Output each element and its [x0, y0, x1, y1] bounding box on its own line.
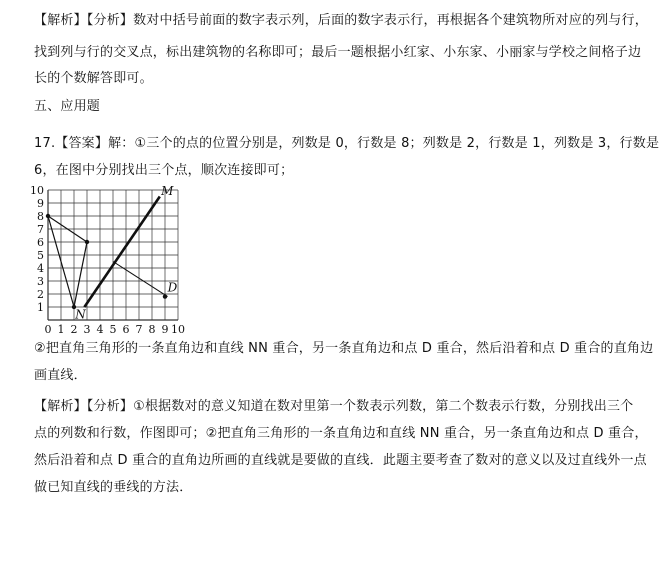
- x-tick-label: 1: [57, 323, 65, 336]
- y-tick-label: 3: [37, 275, 44, 288]
- y-tick-label: 4: [37, 262, 44, 275]
- analysis-text-2: 找到列与行的交叉点，标出建筑物的名称即可；最后一题根据小红家、小东家、小丽家与学校之间格子边: [34, 45, 642, 60]
- x-tick-label: 3: [83, 323, 91, 336]
- y-tick-label: 9: [37, 197, 44, 210]
- analysis-text-3: 长的个数解答即可。: [34, 71, 153, 86]
- x-tick-label: 9: [161, 323, 169, 336]
- q17-answer-3: ②把直角三角形的一条直角边和直线 NN 重合，另一条直角边和点 D 重合，然后沿着和点 D 重合的直角边: [34, 341, 654, 356]
- analysis-text-1: 【解析】【分析】数对中括号前面的数字表示列，后面的数字表示行，再根据各个建筑物所对应的列与行，: [34, 13, 648, 28]
- analysis2-text-3: 然后沿着和点 D 重合的直角边所画的直线就是要做的直线．此题主要考查了数对的意义以及过直线外一点: [34, 453, 647, 468]
- y-tick-label: 5: [37, 249, 44, 262]
- y-tick-label: 7: [37, 223, 44, 236]
- data-point: [163, 294, 167, 298]
- analysis2-text-4: 做已知直线的垂线的方法．: [34, 480, 193, 495]
- y-tick-label: 2: [37, 288, 44, 301]
- grid-svg: [26, 186, 196, 338]
- data-point: [46, 214, 50, 218]
- x-tick-label: 7: [135, 323, 143, 336]
- y-tick-label: 6: [37, 236, 44, 249]
- q17-answer-1: 17.【答案】解：①三个的点的位置分别是，列数是 0，行数是 8；列数是 2，行数是 1，列数是 3，行数是: [34, 136, 660, 151]
- point-label-n: N: [75, 307, 86, 322]
- point-label-d: D: [167, 280, 178, 295]
- x-tick-label: 6: [122, 323, 130, 336]
- line-perpendicular: [113, 262, 168, 297]
- x-tick-label: 8: [148, 323, 156, 336]
- y-tick-label: 1: [37, 301, 44, 314]
- analysis2-text-1: 【解析】【分析】①根据数对的意义知道在数对里第一个数表示列数，第二个数表示行数，分别找出三个: [34, 399, 634, 414]
- q17-answer-4: 画直线．: [34, 368, 87, 383]
- q17-answer-2: 6，在图中分别找出三个点，顺次连接即可；: [34, 163, 294, 178]
- x-tick-label: 2: [70, 323, 78, 336]
- x-tick-label: 10: [171, 323, 185, 336]
- data-point: [85, 240, 89, 244]
- coordinate-grid: [26, 186, 196, 338]
- x-tick-label: 5: [109, 323, 117, 336]
- section-title: 五、应用题: [34, 99, 101, 114]
- analysis2-text-2: 点的列数和行数，作图即可；②把直角三角形的一条直角边和直线 NN 重合，另一条直角边和点 D 重合，: [34, 426, 648, 441]
- x-tick-label: 0: [44, 323, 52, 336]
- line-nm: [84, 197, 159, 308]
- y-tick-label: 10: [30, 186, 44, 197]
- point-label-m: M: [161, 186, 174, 199]
- x-tick-label: 4: [96, 323, 104, 336]
- y-tick-label: 8: [37, 210, 44, 223]
- triangle-shape: [48, 216, 87, 307]
